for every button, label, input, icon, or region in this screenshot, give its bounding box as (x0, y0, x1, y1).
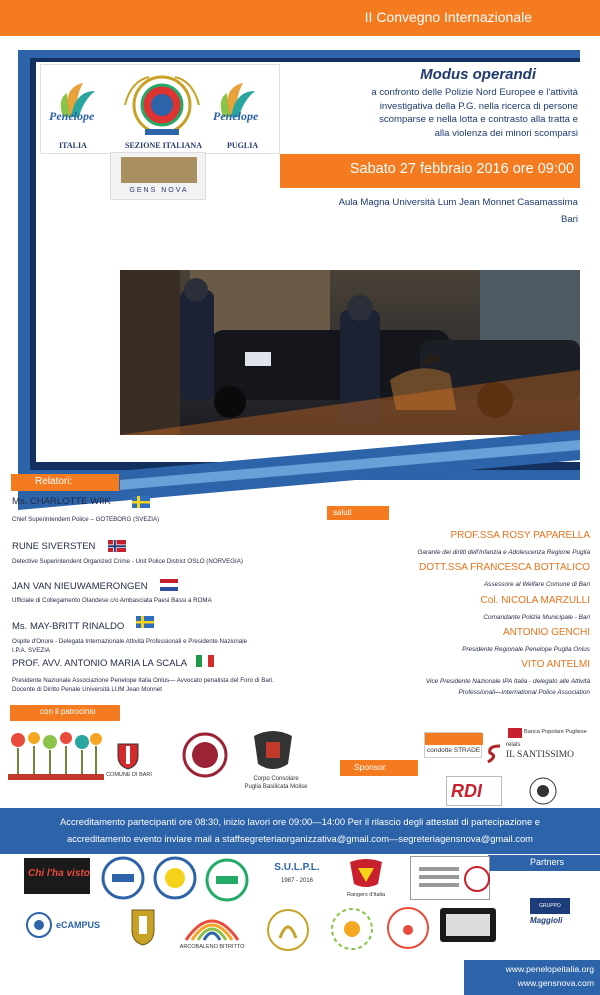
website-link-1[interactable]: www.penelopeitalia.org (505, 964, 594, 974)
comune-bari-label: COMUNE DI BARI (106, 772, 152, 778)
speaker-role: Chief Superintendent Police – GOTEBORG (SVEZIA) (12, 516, 160, 523)
event-subtitle-line: investigativa della P.G. nella ricerca di persone (379, 100, 578, 112)
sulpl-logo-2 (152, 856, 198, 900)
greeting-role: Garante dei diritti dell'Infanzia e Adolescenza Regione Puglia (417, 549, 590, 556)
date-bar (280, 154, 580, 188)
rdi-text: RDI (451, 781, 482, 801)
penelope-word-left: Penelope (49, 109, 95, 123)
partner-wreath-logo (330, 906, 374, 952)
consolare-eagle-icon (250, 726, 296, 774)
ecampus-text: eCAMPUS (56, 920, 101, 930)
ipa-emblem (121, 73, 203, 139)
event-subtitle-line: a confronto delle Polizie Nord Europee e l'attività (371, 87, 578, 98)
condotte-logo (424, 732, 482, 758)
event-venue: Aula Magna Università Lum Jean Monnet Casamassima (338, 197, 578, 208)
partners-label: Partners (488, 855, 600, 871)
relatori-label: Relatori: (11, 474, 119, 491)
greeting-name: Col. NICOLA MARZULLI (480, 595, 590, 606)
sulpl-anniversary-logo (264, 858, 330, 896)
event-subtitle (318, 86, 578, 140)
speaker-name: Ms. MAY-BRITT RINALDO (12, 621, 125, 632)
sweden-flag-icon (136, 616, 154, 628)
speaker-role: Ospite d'Onore - Delegata Internazionale Attività Professionali e Presidente Nazionale (12, 638, 248, 645)
partner-circle-logo (266, 908, 310, 952)
speaker-name: JAN VAN NIEUWAMERONGEN (12, 581, 148, 592)
penelope-word-right: Penelope (213, 109, 259, 123)
ecampus-seal-icon (26, 912, 52, 938)
accreditation-line1: Accreditamento partecipanti ore 08:30, inizio lavori ore 09:00—14:00 Per il rilascio degli attestati di partecipazione e (60, 816, 540, 827)
website-link-2[interactable]: www.gensnova.com (517, 978, 594, 988)
clown-logo (386, 906, 430, 950)
logo-caption-center: SEZIONE ITALIANA (125, 141, 202, 150)
police-photo (120, 270, 580, 435)
association-badge-logo (410, 856, 490, 900)
event-subtitle-line: scomparse e nella lotta e contrasto alla tratta e (379, 114, 578, 126)
italy-flag-icon (196, 655, 214, 667)
consolare-line1: Corpo Consolare (253, 776, 299, 782)
banner-title: II Convegno Internazionale (364, 9, 532, 25)
police-shield-logo (130, 906, 156, 946)
greeting-name: ANTONIO GENCHI (502, 627, 590, 638)
logo-box (40, 64, 280, 154)
speaker-name: RUNE SIVERSTEN (12, 541, 96, 552)
chi-ha-visto-logo (24, 858, 90, 894)
greeting-name: VITO ANTELMI (521, 659, 590, 670)
rangers-logo (346, 856, 386, 890)
logo-caption-right: PUGLIA (227, 141, 259, 150)
greeting-name: DOTT.SSA FRANCESCA BOTTALICO (419, 562, 590, 573)
gensnova-books-icon (121, 157, 197, 183)
norway-flag-icon (108, 540, 126, 552)
greeting-role-2: Professionali—International Police Association (458, 689, 590, 696)
chi-ha-visto-text: Chi l'ha visto (28, 868, 90, 879)
greeting-role: Comandante Polizia Municipale - Bari (483, 614, 590, 621)
web-band (464, 960, 600, 995)
sulpl-logo-3 (204, 858, 250, 902)
relais-text: relais (506, 742, 521, 748)
sulpl-text: S.U.L.P.L. (274, 862, 320, 873)
sulpl-logo-1 (100, 856, 146, 900)
association-badge-icon (411, 857, 491, 901)
event-subtitle-line: alla violenza dei minori scomparsi (434, 127, 578, 139)
greeting-name: PROF.SSA ROSY PAPARELLA (450, 530, 590, 541)
police-photo-illustration (120, 270, 580, 435)
gensnova-text: GENS NOVA (129, 187, 189, 194)
maggioli-logo (530, 898, 570, 946)
event-date: Sabato 27 febbraio 2016 ore 09:00 (349, 161, 574, 177)
arcobaleno-text: ARCOBALENO BITRITTO (179, 944, 245, 950)
gensnova-logo (110, 152, 206, 200)
speaker-role: Detective Superintendent Organized Crime - Unit Police District OSLO (NORVEGIA) (12, 558, 243, 565)
top-banner (0, 0, 600, 36)
bpp-text: Banca Popolare Pugliese (524, 729, 587, 735)
bpp-icon (508, 728, 522, 738)
arcobaleno-logo (178, 906, 246, 946)
netherlands-flag-icon (160, 579, 178, 591)
sponsor-label: Sponsor (340, 760, 418, 776)
relais-name: IL SANTISSIMO (506, 750, 574, 760)
device-logo (440, 908, 496, 942)
speaker-name: Ms. CHARLOTTE WIIK (12, 496, 111, 507)
logo-caption-left: ITALIA (59, 141, 87, 150)
rdi-logo (446, 776, 502, 806)
relais-icon (484, 742, 504, 764)
device-screen-icon (446, 914, 490, 936)
rangers-text: Rangers d'Italia (346, 892, 386, 898)
greeting-role: Vice Presidente Nazionale IPA Italia - delegato alle Attività (425, 678, 590, 685)
sweden-flag-icon (132, 496, 150, 508)
speaker-role: Ufficiale di Collegamento Olandese c/o Ambasciata Paesi Bassi a ROMA (12, 597, 212, 604)
event-city: Bari (560, 214, 578, 225)
greeting-role: Presidente Regionale Penelope Puglia Onlus (462, 646, 590, 653)
patrocinio-label: con il patrocinio (10, 705, 120, 721)
speaker-name: PROF. AVV. ANTONIO MARIA LA SCALA (12, 658, 188, 669)
saluti-label: saluti (327, 506, 389, 520)
speaker-role-2: Docente di Diritto Penale Università LUM Jean Monnet (12, 686, 162, 693)
event-title: Modus operandi (420, 66, 536, 83)
accreditation-band (0, 808, 600, 854)
sulpl-years: 1987 - 2016 (280, 878, 314, 884)
maggioli-group-text: GRUPPO (530, 898, 570, 914)
greeting-role: Assessore al Welfare Comune di Bari (483, 581, 590, 588)
speaker-role-2: I.P.A. SVEZIA (12, 647, 51, 654)
flowers-logo (8, 730, 104, 780)
consolare-line2: Puglia Basilicata Molise (244, 784, 308, 790)
university-seal-icon (182, 732, 228, 778)
venue-block (278, 194, 578, 228)
speaker-role: Presidente Nazionale Associazione Penelope Italia Onlus— Avvocato penalista del Foro di Bari. (12, 677, 274, 684)
accreditation-line2: accreditamento evento inviare mail a staffsegreteriaorganizzativa@gmail.com—segreteriagensnova@gmail.com (67, 833, 533, 844)
condotte-text: condotte STRADE (427, 747, 481, 754)
deloitte-seal-icon (526, 776, 560, 806)
bari-crest-icon (116, 740, 140, 770)
maggioli-text: Maggioli (530, 916, 563, 925)
